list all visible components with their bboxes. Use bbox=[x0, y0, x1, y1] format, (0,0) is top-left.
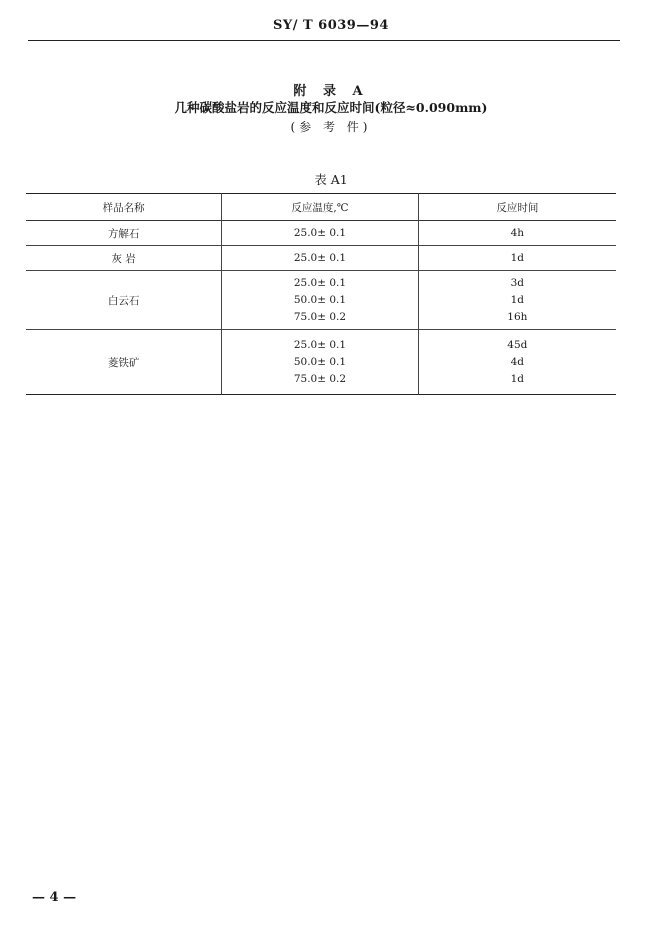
time-cell bbox=[418, 271, 616, 330]
sample-name-cell: 灰 岩 bbox=[111, 252, 136, 265]
table-row bbox=[26, 246, 616, 271]
time-cell: 1d bbox=[418, 246, 616, 271]
header-rule bbox=[28, 40, 620, 41]
appendix-title: 附 录 A bbox=[293, 84, 369, 99]
temperature-cell bbox=[222, 271, 418, 330]
sample-name-cell: 方解石 bbox=[107, 227, 140, 240]
temperature-value: 50.0± 0.1 bbox=[293, 293, 347, 306]
temperature-value: 25.0± 0.1 bbox=[293, 338, 347, 351]
sample-name-cell: 白云石 bbox=[107, 294, 140, 307]
temperature-cell: 25.0± 0.1 bbox=[222, 246, 418, 271]
time-value: 16h bbox=[507, 310, 528, 323]
temperature-value: 75.0± 0.2 bbox=[293, 310, 347, 323]
time-value: 1d bbox=[510, 372, 525, 385]
column-header-time: 反应时间 bbox=[418, 194, 616, 221]
time-cell bbox=[418, 330, 616, 395]
standard-number-header: SY/ T 6039—94 bbox=[273, 18, 389, 33]
time-value: 3d bbox=[510, 276, 525, 289]
table-header-row bbox=[26, 194, 616, 221]
time-value: 1d bbox=[510, 293, 525, 306]
column-header-temperature: 反应温度,℃ bbox=[222, 194, 418, 221]
temperature-value: 75.0± 0.2 bbox=[293, 372, 347, 385]
table-caption: 表 A1 bbox=[314, 172, 348, 187]
table-row bbox=[26, 271, 616, 330]
page-number: — 4 — bbox=[32, 890, 77, 905]
time-value: 4d bbox=[510, 355, 525, 368]
temperature-value: 25.0± 0.1 bbox=[293, 276, 347, 289]
time-cell: 4h bbox=[418, 221, 616, 246]
table-row bbox=[26, 221, 616, 246]
appendix-note: (参 考 件) bbox=[290, 120, 372, 134]
temperature-value: 50.0± 0.1 bbox=[293, 355, 347, 368]
appendix-subtitle: 几种碳酸盐岩的反应温度和反应时间(粒径≈0.090mm) bbox=[174, 100, 488, 115]
temperature-cell bbox=[222, 330, 418, 395]
time-value: 45d bbox=[507, 338, 528, 351]
reaction-table bbox=[26, 193, 616, 395]
column-header-sample-name: 样品名称 bbox=[102, 201, 145, 214]
temperature-cell: 25.0± 0.1 bbox=[222, 221, 418, 246]
table-row bbox=[26, 330, 616, 395]
sample-name-cell: 菱铁矿 bbox=[107, 356, 140, 369]
